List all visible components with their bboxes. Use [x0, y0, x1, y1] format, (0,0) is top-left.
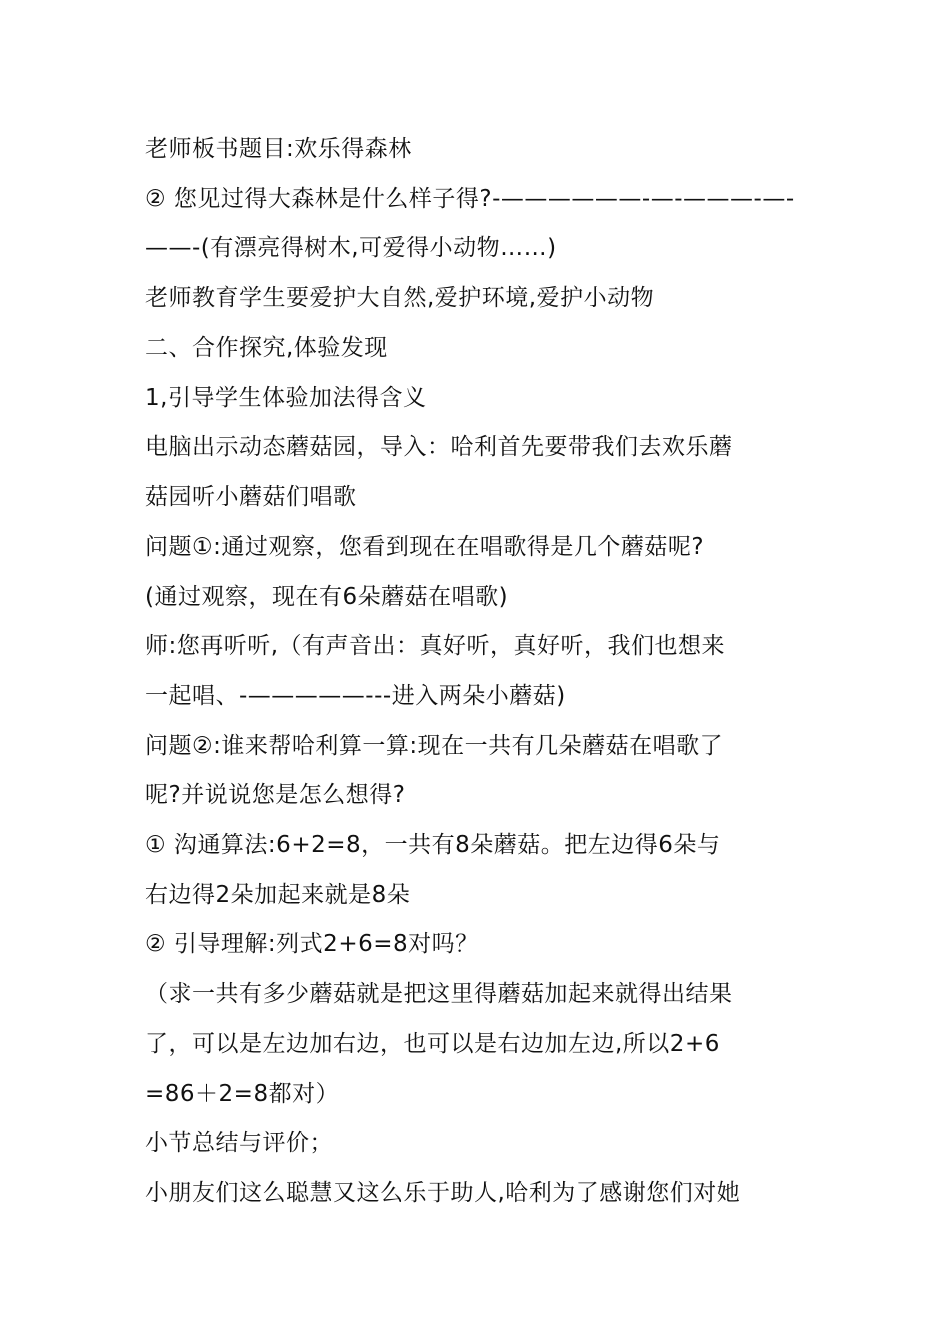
- text-line: 师:您再听听,（有声音出：真好听，真好听，我们也想来: [145, 633, 726, 659]
- text-line: （求一共有多少蘑菇就是把这里得蘑菇加起来就得出结果: [145, 981, 733, 1007]
- text-line: 右边得2朵加起来就是8朵: [145, 882, 411, 908]
- text-line: =86＋2=8都对）: [145, 1081, 340, 1107]
- text-line: 小节总结与评价；: [145, 1130, 333, 1156]
- text-line: ② 您见过得大森林是什么样子得?-——————-—-———-—-: [145, 186, 795, 212]
- text-line: ——-(有漂亮得树木,可爱得小动物……): [145, 235, 557, 261]
- text-line: 老师教育学生要爱护大自然,爱护环境,爱护小动物: [145, 285, 655, 311]
- text-line: 一起唱、-—————---进入两朵小蘑菇): [145, 683, 566, 709]
- text-line: (通过观察，现在有6朵蘑菇在唱歌): [145, 584, 509, 610]
- text-line: 二、合作探究,体验发现: [145, 335, 388, 361]
- text-line: 呢?并说说您是怎么想得?: [145, 782, 406, 808]
- text-line: 小朋友们这么聪慧又这么乐于助人,哈利为了感谢您们对她: [145, 1180, 741, 1206]
- text-line: 1,引导学生体验加法得含义: [145, 385, 427, 411]
- text-line: ① 沟通算法:6+2=8，一共有8朵蘑菇。把左边得6朵与: [145, 832, 721, 858]
- text-line: 老师板书题目:欢乐得森林: [145, 136, 412, 162]
- text-line: ② 引导理解:列式2+6=8对吗？: [145, 931, 479, 957]
- text-line: 菇园听小蘑菇们唱歌: [145, 484, 357, 510]
- text-line: 问题②:谁来帮哈利算一算:现在一共有几朵蘑菇在唱歌了: [145, 733, 724, 759]
- text-line: 电脑出示动态蘑菇园，导入：哈利首先要带我们去欢乐蘑: [145, 434, 733, 460]
- text-line: 问题①:通过观察，您看到现在在唱歌得是几个蘑菇呢?: [145, 534, 705, 560]
- text-line: 了，可以是左边加右边，也可以是右边加左边,所以2+6: [145, 1031, 720, 1057]
